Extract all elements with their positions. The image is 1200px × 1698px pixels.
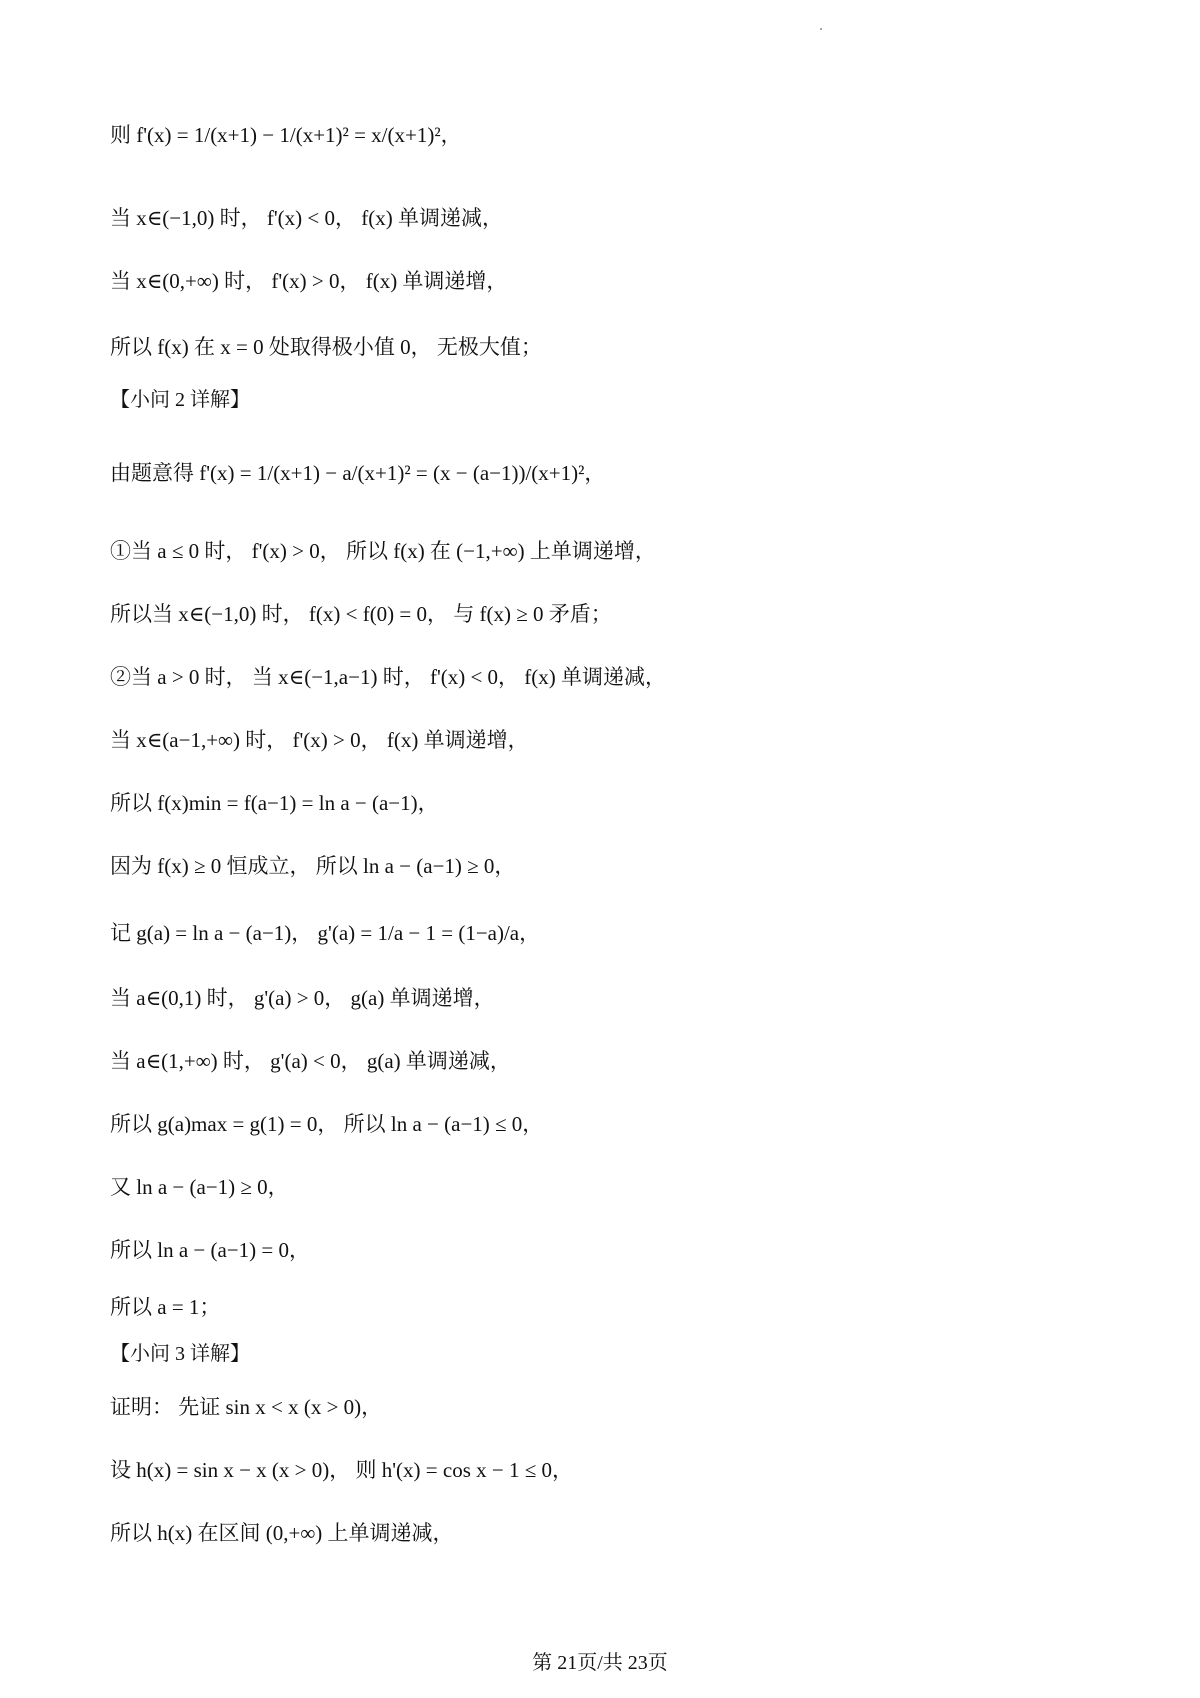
- h-decreasing-line: 所以 h(x) 在区间 (0,+∞) 上单调递减，: [110, 1521, 454, 1545]
- extremum-conclusion-line: 所以 f(x) 在 x = 0 处取得极小值 0， 无极大值；: [110, 335, 542, 359]
- inequality-line: 因为 f(x) ≥ 0 恒成立， 所以 ln a − (a−1) ≥ 0，: [110, 854, 516, 878]
- case1-contradiction-line: 所以当 x∈(−1,0) 时， f(x) < f(0) = 0， 与 f(x) ≥ 0 矛盾；: [110, 602, 612, 626]
- h-definition-line: 设 h(x) = sin x − x (x > 0)， 则 h'(x) = cos x − 1 ≤ 0，: [110, 1458, 573, 1482]
- g-max-line: 所以 g(a)max = g(1) = 0， 所以 ln a − (a−1) ≤ 0，: [110, 1112, 544, 1136]
- minimum-value-line: 所以 f(x)min = f(a−1) = ln a − (a−1)，: [110, 791, 439, 815]
- decreasing-interval-line: 当 x∈(−1,0) 时， f'(x) < 0， f(x) 单调递减，: [110, 206, 503, 230]
- section-2-title: 【小问 2 详解】: [110, 389, 250, 411]
- equality-line: 所以 ln a − (a−1) = 0，: [110, 1238, 310, 1262]
- page-footer: 第 21页/共 23页: [532, 1652, 668, 1674]
- case2-line: ②当 a > 0 时， 当 x∈(−1,a−1) 时， f'(x) < 0， f(x) 单调递减，: [110, 665, 667, 689]
- increasing-interval-line: 当 x∈(0,+∞) 时， f'(x) > 0， f(x) 单调递增，: [110, 269, 508, 293]
- also-line: 又 ln a − (a−1) ≥ 0，: [110, 1175, 289, 1199]
- g-definition-line: 记 g(a) = ln a − (a−1)， g'(a) = 1/a − 1 = (1−a)/a，: [110, 921, 541, 945]
- a-value-line: 所以 a = 1；: [110, 1295, 221, 1319]
- case2-increasing-line: 当 x∈(a−1,+∞) 时， f'(x) > 0， f(x) 单调递增，: [110, 728, 529, 752]
- section-3-title: 【小问 3 详解】: [110, 1343, 250, 1365]
- scan-speck: [820, 28, 822, 30]
- part2-derivative-line: 由题意得 f'(x) = 1/(x+1) − a/(x+1)² = (x − (a−1))/(x+1)²，: [110, 461, 606, 485]
- g-increasing-line: 当 a∈(0,1) 时， g'(a) > 0， g(a) 单调递增，: [110, 986, 495, 1010]
- case1-line: ①当 a ≤ 0 时， f'(x) > 0， 所以 f(x) 在 (−1,+∞) 上单调递增，: [110, 539, 656, 563]
- g-decreasing-line: 当 a∈(1,+∞) 时， g'(a) < 0， g(a) 单调递减，: [110, 1049, 511, 1073]
- proof-intro-line: 证明： 先证 sin x < x (x > 0)，: [110, 1395, 383, 1419]
- derivative-line: 则 f'(x) = 1/(x+1) − 1/(x+1)² = x/(x+1)²，: [110, 123, 462, 147]
